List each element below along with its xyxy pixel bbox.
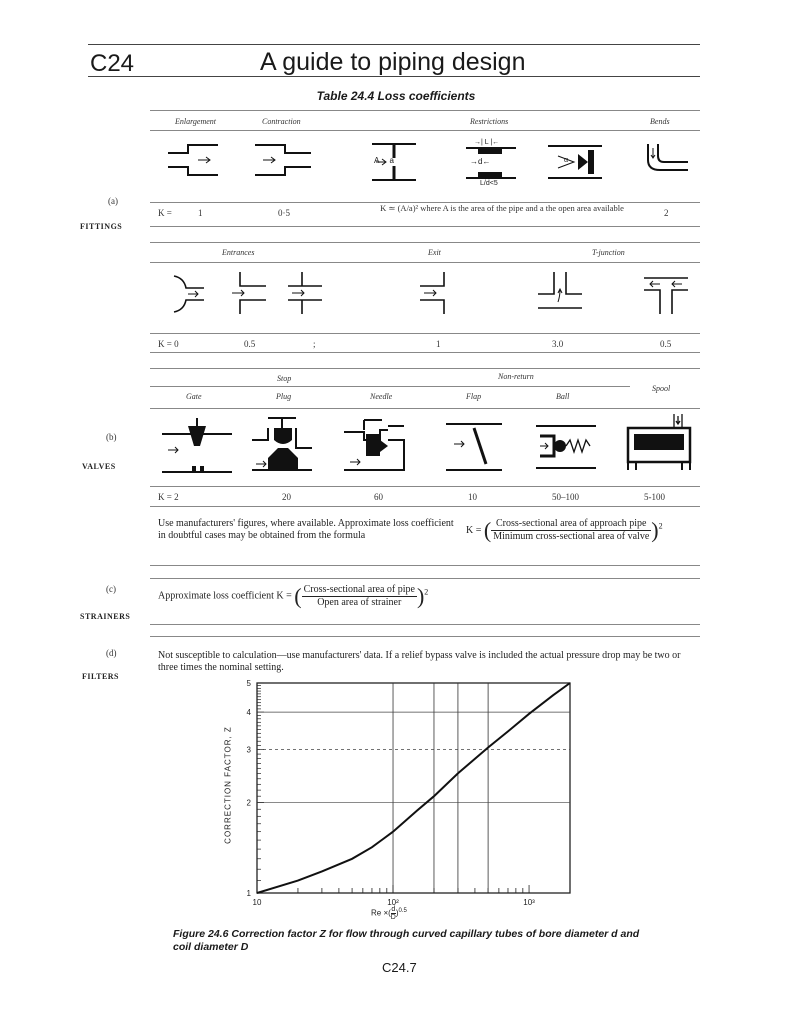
strainers-formula-numerator: Cross-sectional area of pipe [303, 584, 415, 595]
k-entrance-3: ; [313, 339, 316, 349]
chart-xlabel: Re ×( $\frac{d}{D}$ )$^{0.5}$ [371, 906, 407, 921]
k-contraction: 0·5 [278, 208, 290, 218]
table-title: Table 24.4 Loss coefficients [316, 89, 476, 103]
filters-text: Not susceptible to calculation—use manufacturers' data. If a relief bypass valve is included the actual pressure drop may be two or three times the nominal setting. [158, 650, 681, 673]
header-flap: Flap [466, 392, 482, 401]
filters-name: FILTERS [82, 672, 119, 681]
strainers-formula-denominator: Open area of strainer [317, 597, 402, 608]
k-exit: 1 [436, 339, 441, 349]
header-plug: Plug [276, 392, 292, 401]
page-title: A guide to piping design [260, 48, 526, 76]
header-restrictions: Restrictions [470, 117, 509, 126]
chart-xlabel-exp: 0.5 [398, 907, 407, 914]
chart-x-tick-label: 10 [252, 898, 262, 907]
valves-note: Use manufacturers' figures, where available. Approximate loss coefficient in doubtful cases may be obtained from the formula [158, 518, 454, 541]
header-gate: Gate [186, 392, 202, 401]
valves-formula-exp: 2 [658, 521, 663, 531]
chart-xlabel-fraction [391, 906, 396, 921]
k-tjunction-2: 0.5 [660, 339, 672, 349]
header-stop: Stop [277, 374, 292, 383]
filters-section-label: (d) [106, 648, 117, 658]
restr-ratio-label: L/d<5 [480, 180, 498, 187]
valves-formula-k: K = [466, 524, 482, 536]
header-spool: Spool [652, 384, 671, 393]
k-plug: 20 [282, 492, 291, 502]
valves-section-label: (b) [106, 432, 117, 442]
k-bends: 2 [664, 208, 669, 218]
chart-frame [257, 683, 570, 893]
strainers-name: STRAINERS [80, 612, 131, 621]
valves-formula-denominator: Minimum cross-sectional area of valve [493, 531, 650, 542]
k-enlargement: 1 [198, 208, 203, 218]
figure-caption: Figure 24.6 Correction factor Z for flow through curved capillary tubes of bore diameter d and coil diameter D [173, 928, 640, 953]
k-flap: 10 [468, 492, 477, 502]
strainers-text: Approximate loss coefficient K = [158, 590, 292, 602]
valves-name: VALVES [82, 462, 116, 471]
strainers-section-label: (c) [106, 584, 116, 594]
restr-a-label: A→ a [374, 156, 395, 165]
strainers-formula: Approximate loss coefficient K = ( $\frac{\text{Cross-sectional area of pipe}}{\text{Open area of strainer}}$ )$^2$ [158, 583, 429, 609]
chart-ylabel: CORRECTION FACTOR, Z [223, 726, 233, 844]
header-entrances: Entrances [222, 248, 255, 257]
header-exit: Exit [428, 248, 441, 257]
k-restriction: K ≃ (A/a)² where A is the area of the pipe and a the open area available [380, 203, 624, 213]
chart-x-tick-label: 10² [387, 898, 399, 907]
fittings-name: FITTINGS [80, 222, 123, 231]
chart-y-tick-label: 4 [246, 708, 251, 718]
k-tjunction-1: 3.0 [552, 339, 564, 349]
k-spool: 5-100 [644, 492, 665, 502]
k-gate: K = 2 [158, 492, 179, 502]
chart-xlabel-frac-den: D [390, 914, 396, 921]
header-needle: Needle [370, 392, 393, 401]
strainers-formula-exp: 2 [424, 587, 429, 597]
chart-series-line-z [257, 683, 570, 893]
k-entrance-2: 0.5 [244, 339, 256, 349]
restr-l-label: →| L |← [474, 139, 500, 146]
restr-alpha-label: α [564, 157, 569, 164]
header-bends: Bends [650, 117, 670, 126]
header-ball: Ball [556, 392, 570, 401]
k-ball: 50–100 [552, 492, 579, 502]
k-entrance-1: K = 0 [158, 339, 179, 349]
chart-xlabel-main: Re ×( [371, 908, 391, 918]
chart-x-tick-label: 10³ [523, 898, 535, 907]
page-number: C24.7 [382, 960, 417, 975]
header-contraction: Contraction [262, 117, 301, 126]
k-label: K = [158, 208, 172, 218]
valves-formula-numerator: Cross-sectional area of approach pipe [491, 518, 651, 531]
section-code: C24 [90, 50, 135, 77]
k-needle: 60 [374, 492, 383, 502]
header-tjunction: T-junction [592, 248, 625, 257]
chart-xlabel-frac-num: d [391, 906, 396, 913]
fittings-section-label: (a) [108, 196, 118, 206]
header-nonreturn: Non-return [498, 372, 534, 381]
chart-y-tick-label: 5 [246, 679, 251, 688]
chart-y-tick-label: 2 [246, 798, 251, 808]
chart-y-tick-label: 3 [246, 745, 251, 755]
chart-y-tick-label: 1 [246, 889, 251, 898]
valves-formula: K = ( $\frac{\text{Cross-sectional area of approach pipe}}{\text{Minimum cross-sectional area of valve}}$ )$^2$ [466, 517, 663, 543]
header-enlargement: Enlargement [175, 117, 217, 126]
restr-d-label: →d← [470, 157, 491, 166]
